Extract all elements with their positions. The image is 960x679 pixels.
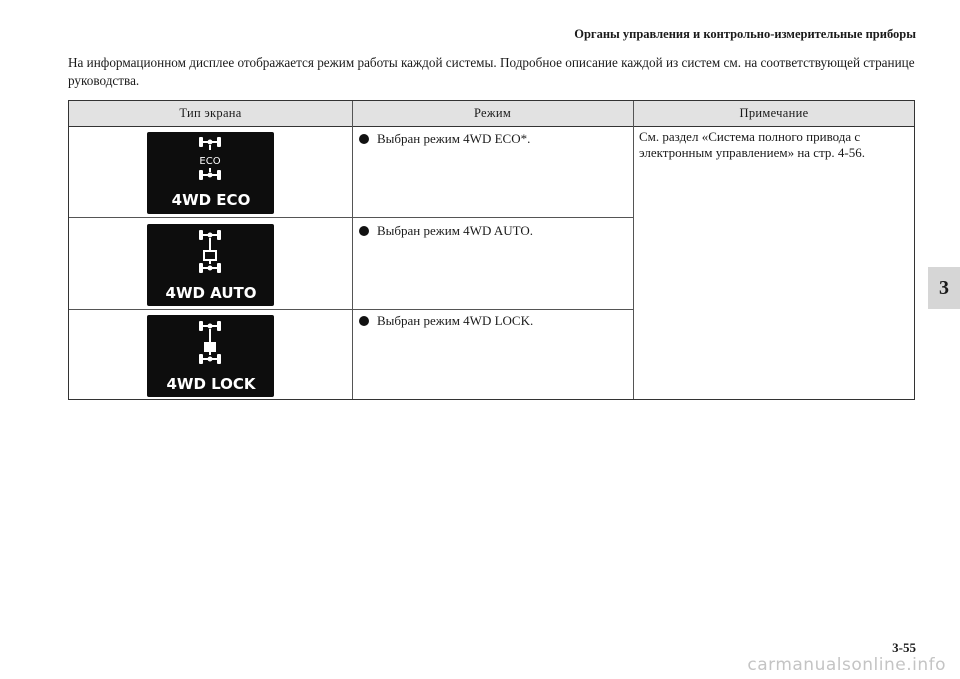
- mode-cell: [359, 131, 629, 147]
- screen-sublabel: ECO: [199, 156, 221, 167]
- bullet-icon: [359, 316, 369, 326]
- 4wd-lock-drivetrain-icon: [199, 321, 221, 364]
- running-title: Органы управления и контрольно-измерительные приборы: [574, 27, 916, 41]
- column-divider: [352, 101, 353, 399]
- screen-label: 4WD AUTO: [165, 284, 257, 302]
- mode-text: Выбран режим 4WD AUTO.: [377, 223, 533, 238]
- screen-4wd-eco: [147, 132, 274, 214]
- col-header-screen: Тип экрана: [179, 106, 242, 120]
- mode-text: Выбран режим 4WD ECO*.: [377, 131, 531, 146]
- page-number: 3-55: [892, 640, 916, 655]
- screen-label: 4WD ECO: [171, 191, 251, 209]
- mode-cell: [359, 313, 629, 329]
- bullet-icon: [359, 134, 369, 144]
- screen-label: 4WD LOCK: [166, 375, 256, 393]
- 4wd-auto-drivetrain-icon: [199, 230, 221, 273]
- bullet-icon: [359, 226, 369, 236]
- table-header: [69, 101, 914, 127]
- watermark: carmanualsonline.info: [747, 655, 946, 675]
- col-header-note: Примечание: [739, 106, 809, 120]
- mode-cell: [359, 223, 629, 239]
- screen-4wd-lock: [147, 315, 274, 397]
- col-header-mode: Режим: [473, 106, 512, 120]
- section-tab: 3: [928, 267, 960, 309]
- row-divider: [69, 309, 633, 310]
- mode-text: Выбран режим 4WD LOCK.: [377, 313, 534, 328]
- note-cell: См. раздел «Система полного привода с электронным управлением» на стр. 4-56.: [639, 129, 865, 160]
- display-modes-table: [68, 100, 915, 400]
- intro-paragraph: На информационном дисплее отображается режим работы каждой системы. Подробное описание каждой из систем см. на соответствующей странице руководства.: [68, 55, 915, 88]
- row-divider: [69, 217, 633, 218]
- screen-4wd-auto: [147, 224, 274, 306]
- column-divider: [633, 101, 634, 399]
